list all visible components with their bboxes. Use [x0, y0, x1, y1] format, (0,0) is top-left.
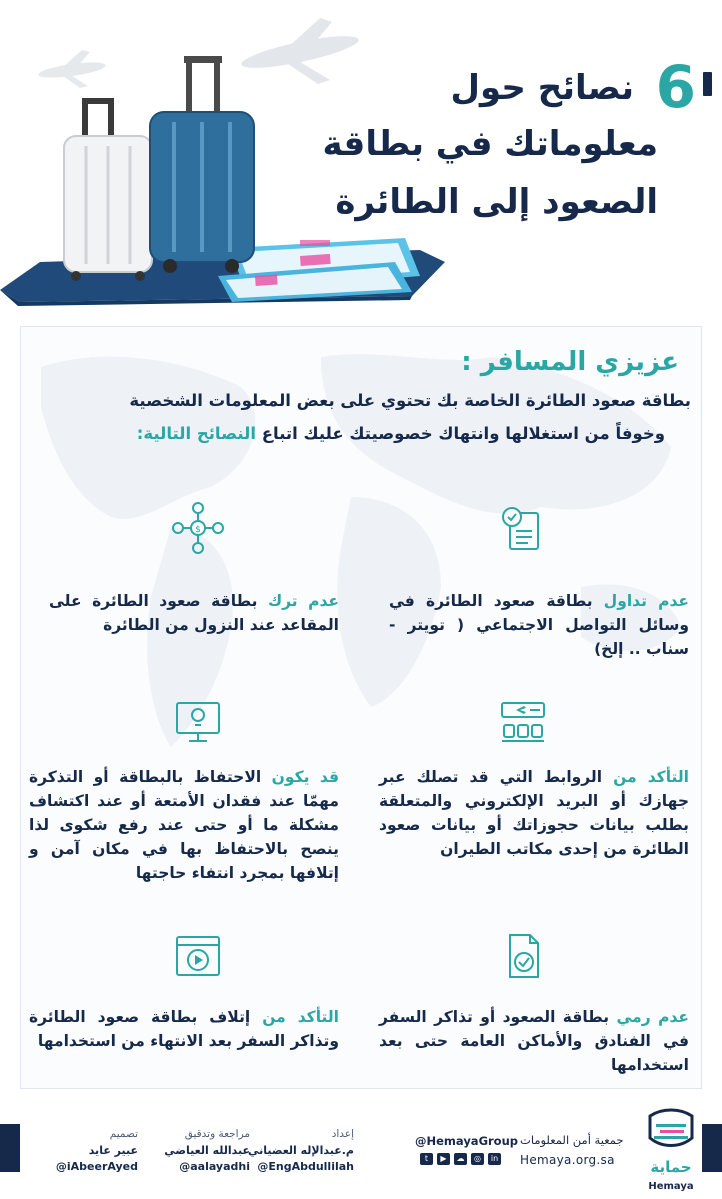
airplane-icon [239, 18, 361, 84]
greeting-heading: عزيزي المسافر : [461, 347, 679, 377]
credit-design [56, 1127, 138, 1176]
credit-review [164, 1127, 250, 1176]
document-check-icon [496, 503, 550, 557]
title-number: 6 [655, 53, 696, 121]
tip-5-lead: عدم رمي [616, 1008, 689, 1026]
airport-seats-icon [496, 695, 550, 749]
twitter-icon[interactable]: t [420, 1153, 433, 1165]
social-icons [420, 1153, 501, 1165]
tip-4-lead: قد يكون [271, 768, 339, 786]
credit-1-handle: @EngAbdullilah [257, 1160, 354, 1174]
tip-4-text: الاحتفاظ بالبطاقة أو التذكرة مهمّا عند فقدان الأمتعة أو عند اكتشاف مشكلة ما أو حتى عند رفع شكوى لذا ينصح بالاحتفاظ بها في مكان آمن و إتلافها بمجرد انتفاء حاجتها [29, 768, 339, 883]
credit-1-name: م.عبدالإله العضياني [247, 1143, 354, 1157]
browser-globe-icon [171, 929, 225, 983]
tip-2-text: بطاقة صعود الطائرة على المقاعد عند النزول من الطائرة [49, 592, 339, 635]
tip-3 [379, 765, 689, 861]
tip-2-lead: عدم ترك [267, 592, 340, 610]
monitor-lightbulb-icon [171, 695, 225, 749]
tip-2 [49, 589, 339, 637]
intro-line-2-text: وخوفاً من استغلالها وانتهاك خصوصيتك عليك اتباع [261, 424, 665, 443]
title-line-2: معلوماتك في بطاقة [322, 124, 658, 164]
organization-name: جمعية أمن المعلومات [520, 1133, 624, 1147]
footer-accent-right [702, 1124, 722, 1172]
blue-suitcase-icon [150, 56, 254, 273]
instagram-icon[interactable]: ◎ [471, 1153, 484, 1165]
footer-accent-left [0, 1124, 20, 1172]
linkedin-icon[interactable]: in [488, 1153, 501, 1165]
tip-6 [29, 1005, 339, 1053]
credit-preparation [248, 1127, 354, 1176]
title-line-1: نصائح حول [450, 68, 634, 108]
intro-line-2-highlight: النصائح التالية: [136, 424, 256, 443]
credit-3-name: عبير عايد [88, 1143, 138, 1157]
svg-text:$: $ [195, 525, 201, 535]
credit-1-role: إعداد [331, 1128, 354, 1140]
tip-3-lead: التأكد من [613, 768, 689, 786]
title-line-3: الصعود إلى الطائرة [335, 182, 658, 222]
twitter-handle[interactable]: @HemayaGroup [415, 1134, 519, 1148]
logo-arabic-text: حماية [650, 1158, 692, 1176]
tip-1-lead: عدم تداول [603, 592, 689, 610]
airplane-small-icon [37, 50, 106, 88]
header [0, 0, 722, 312]
network-people-icon [171, 501, 225, 555]
tip-5 [379, 1005, 689, 1077]
credit-2-name: عبدالله العياضي [164, 1143, 250, 1157]
intro-line-1: بطاقة صعود الطائرة الخاصة بك تحتوي على بعض المعلومات الشخصية [129, 391, 691, 410]
intro-line-2 [137, 424, 665, 443]
logo-english-text: Hemaya [648, 1181, 694, 1192]
credit-2-role: مراجعة وتدقيق [184, 1128, 250, 1140]
tip-4 [29, 765, 339, 885]
credit-3-handle: @iAbeerAyed [55, 1160, 138, 1174]
white-suitcase-icon [64, 98, 152, 281]
soundcloud-icon[interactable]: ☁ [454, 1153, 467, 1165]
tip-5-text: بطاقة الصعود أو تذاكر السفر في الفنادق والأماكن العامة حتى بعد استخدامها [379, 1008, 689, 1075]
tips-panel [20, 326, 702, 1089]
credit-2-handle: @aalayadhi [179, 1160, 250, 1174]
file-check-icon [496, 929, 550, 983]
credit-3-role: تصميم [109, 1128, 138, 1140]
organization-website[interactable]: Hemaya.org.sa [520, 1153, 615, 1167]
tip-1 [389, 589, 689, 661]
youtube-icon[interactable]: ▶ [437, 1153, 450, 1165]
tip-1-text: بطاقة صعود الطائرة في وسائل التواصل الاجتماعي ( تويتر - سناب .. إلخ) [389, 592, 689, 659]
tip-6-text: إتلاف بطاقة صعود الطائرة وتذاكر السفر بعد الانتهاء من استخدامها [29, 1008, 339, 1051]
title-accent-bar [703, 72, 712, 96]
tip-6-lead: التأكد من [262, 1008, 339, 1026]
tip-3-text: الروابط التي قد تصلك عبر جهازك أو البريد الإلكتروني والمتعلقة بطلب بيانات حجوزاتك أو بيانات صعود الطائرة من إحدى مكاتب الطيران [379, 768, 689, 859]
